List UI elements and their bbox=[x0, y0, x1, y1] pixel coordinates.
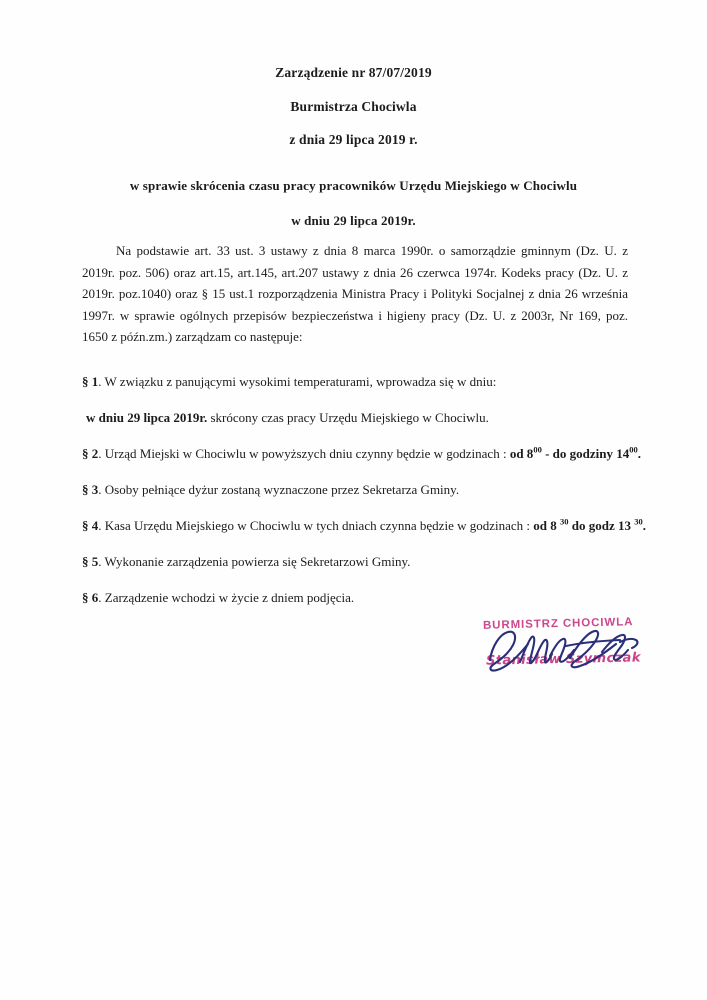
section-5-text: . Wykonanie zarządzenia powierza się Sekretarzowi Gminy. bbox=[98, 554, 411, 569]
section-2-text: . Urząd Miejski w Chociwlu w powyższych dniu czynny będzie w godzinach : bbox=[98, 446, 510, 461]
sections-list bbox=[82, 372, 646, 607]
effective-day: w dniu 29 lipca 2019r. bbox=[291, 212, 416, 228]
subject-line: w sprawie skrócenia czasu pracy pracowników Urzędu Miejskiego w Chociwlu bbox=[129, 177, 578, 193]
section-3 bbox=[82, 480, 642, 499]
section-2 bbox=[82, 444, 642, 463]
office-hours-period: . bbox=[637, 446, 641, 461]
section-1-continuation bbox=[82, 408, 642, 427]
office-hours-close: - do godziny 14 bbox=[541, 446, 630, 461]
cash-desk-period: . bbox=[642, 518, 646, 533]
section-2-mark: § 2 bbox=[82, 446, 99, 461]
cash-desk-open-minutes: 30 bbox=[560, 516, 569, 527]
legal-basis-paragraph: Na podstawie art. 33 ust. 3 ustawy z dnia 8 marca 1990r. o samorządzie gminnym (Dz. U. z 2019r. poz. 506) oraz art.15, art.145, art.207 ustawy z dnia 26 czerwca 1974r. Kodeks pracy (Dz. U. z 2019r. poz.1040) oraz § 15 ust.1 rozporządzenia Ministra Pracy i Polityki Socjalnej z dnia 26 września 1997r. w sprawie ogólnych przepisów bezpieczeństwa i higieny pracy (Dz. U. z 2003r, Nr 169, poz. 1650 z późn.zm.) zarządzam co następuje: bbox=[82, 243, 628, 344]
cash-desk-open: od 8 bbox=[533, 518, 560, 533]
cash-desk-close: do godz 13 bbox=[568, 518, 635, 533]
shortened-day-bold: w dniu 29 lipca 2019r. bbox=[86, 410, 208, 425]
section-1 bbox=[82, 372, 642, 391]
section-5-mark: § 5 bbox=[82, 554, 99, 569]
cash-desk-close-minutes: 30 bbox=[634, 516, 643, 527]
section-5 bbox=[82, 552, 642, 571]
section-3-mark: § 3 bbox=[82, 482, 99, 497]
office-hours-open: od 8 bbox=[509, 446, 534, 461]
office-hours-close-minutes: 00 bbox=[629, 444, 638, 455]
stamp-name-text: Stanisław Szymczak bbox=[485, 650, 641, 669]
shortened-day-text: skrócony czas pracy Urzędu Miejskiego w Chociwlu. bbox=[207, 410, 489, 425]
section-4 bbox=[82, 516, 646, 535]
section-1-mark: § 1 bbox=[82, 374, 99, 389]
ordinance-number: Zarządzenie nr 87/07/2019 bbox=[275, 65, 432, 80]
office-hours-open-minutes: 00 bbox=[533, 444, 542, 455]
section-6-text: . Zarządzenie wchodzi w życie z dniem podjęcia. bbox=[98, 590, 355, 605]
section-3-text: . Osoby pełniące dyżur zostaną wyznaczone przez Sekretarza Gminy. bbox=[98, 482, 460, 497]
section-4-mark: § 4 bbox=[82, 518, 99, 533]
document-heading bbox=[70, 66, 637, 227]
issuing-authority: Burmistrza Chociwla bbox=[290, 98, 417, 114]
section-6 bbox=[82, 588, 642, 607]
section-4-text: . Kasa Urzędu Miejskiego w Chociwlu w tych dniach czynna będzie w godzinach : bbox=[98, 518, 534, 533]
stamp-title-text: BURMISTRZ CHOCIWLA bbox=[482, 616, 634, 632]
issue-date: z dnia 29 lipca 2019 r. bbox=[289, 132, 418, 147]
signature-block bbox=[470, 612, 660, 692]
section-6-mark: § 6 bbox=[82, 590, 99, 605]
section-1-text: . W związku z panującymi wysokimi temperaturami, wprowadza się w dniu: bbox=[98, 374, 497, 389]
